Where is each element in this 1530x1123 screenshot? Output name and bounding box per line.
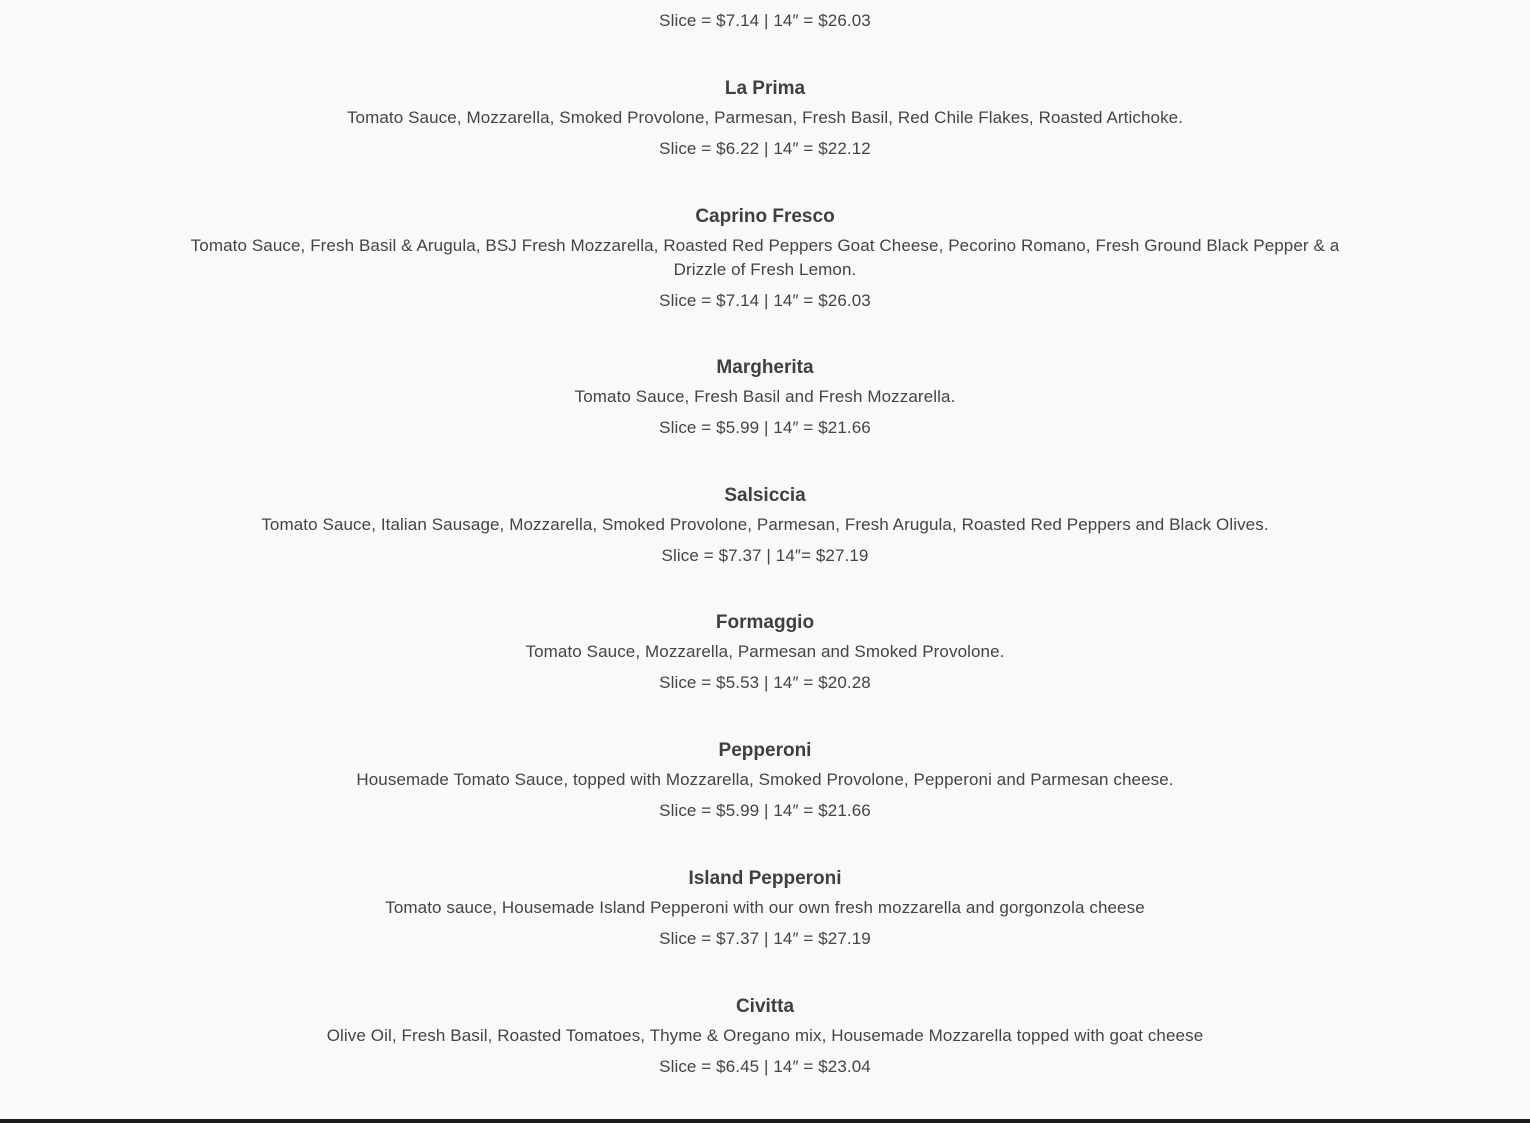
- item-price: Slice = $5.99 | 14″ = $21.66: [659, 418, 871, 437]
- item-price: Slice = $6.45 | 14″ = $23.04: [659, 1057, 871, 1076]
- item-price: Slice = $7.37 | 14″ = $27.19: [659, 929, 871, 948]
- menu-item-caprino-fresco: [0, 205, 1530, 313]
- menu-item-island-pepperoni: [0, 867, 1530, 951]
- item-price: Slice = $7.14 | 14″ = $26.03: [659, 11, 871, 30]
- item-description: Tomato sauce, Housemade Island Pepperoni with our own fresh mozzarella and gorgonzola cheese: [385, 898, 1145, 917]
- item-price: Slice = $5.53 | 14″ = $20.28: [659, 673, 871, 692]
- item-description: Tomato Sauce, Fresh Basil and Fresh Mozzarella.: [574, 387, 956, 406]
- item-price: Slice = $7.14 | 14″ = $26.03: [659, 291, 871, 310]
- menu-item-formaggio: [0, 611, 1530, 695]
- item-price: Slice = $6.22 | 14″ = $22.12: [659, 139, 871, 158]
- item-description: Housemade Tomato Sauce, topped with Mozzarella, Smoked Provolone, Pepperoni and Parmesan cheese.: [356, 770, 1174, 789]
- item-name: La Prima: [724, 78, 806, 99]
- item-name: Caprino Fresco: [695, 206, 835, 227]
- item-description: Olive Oil, Fresh Basil, Roasted Tomatoes, Thyme & Oregano mix, Housemade Mozzarella topped with goat cheese: [326, 1026, 1204, 1045]
- menu-item-la-prima: [0, 77, 1530, 161]
- item-name: Salsiccia: [724, 485, 806, 506]
- item-name: Pepperoni: [718, 740, 812, 761]
- item-price: Slice = $7.37 | 14″= $27.19: [661, 546, 869, 565]
- item-description: Tomato Sauce, Fresh Basil & Arugula, BSJ Fresh Mozzarella, Roasted Red Peppers Goat Cheese, Pecorino Romano, Fresh Ground Black Pepper & a Drizzle of Fresh Lemon.: [190, 236, 1340, 279]
- item-description: Tomato Sauce, Mozzarella, Smoked Provolone, Parmesan, Fresh Basil, Red Chile Flakes, Roasted Artichoke.: [346, 108, 1184, 127]
- item-description: Tomato Sauce, Mozzarella, Parmesan and Smoked Provolone.: [525, 642, 1005, 661]
- menu-item-civitta: [0, 995, 1530, 1079]
- item-description: Tomato Sauce, Italian Sausage, Mozzarella, Smoked Provolone, Parmesan, Fresh Arugula, Roasted Red Peppers and Black Olives.: [261, 515, 1269, 534]
- menu-item-pepperoni: [0, 739, 1530, 823]
- item-name: Formaggio: [715, 612, 815, 633]
- item-name: Civitta: [735, 996, 795, 1017]
- footer-divider: [0, 1119, 1530, 1123]
- item-name: Island Pepperoni: [688, 868, 842, 889]
- item-name: Margherita: [716, 357, 814, 378]
- menu-item-salsiccia: [0, 484, 1530, 568]
- menu-item-margherita: [0, 356, 1530, 440]
- item-price: Slice = $5.99 | 14″ = $21.66: [659, 801, 871, 820]
